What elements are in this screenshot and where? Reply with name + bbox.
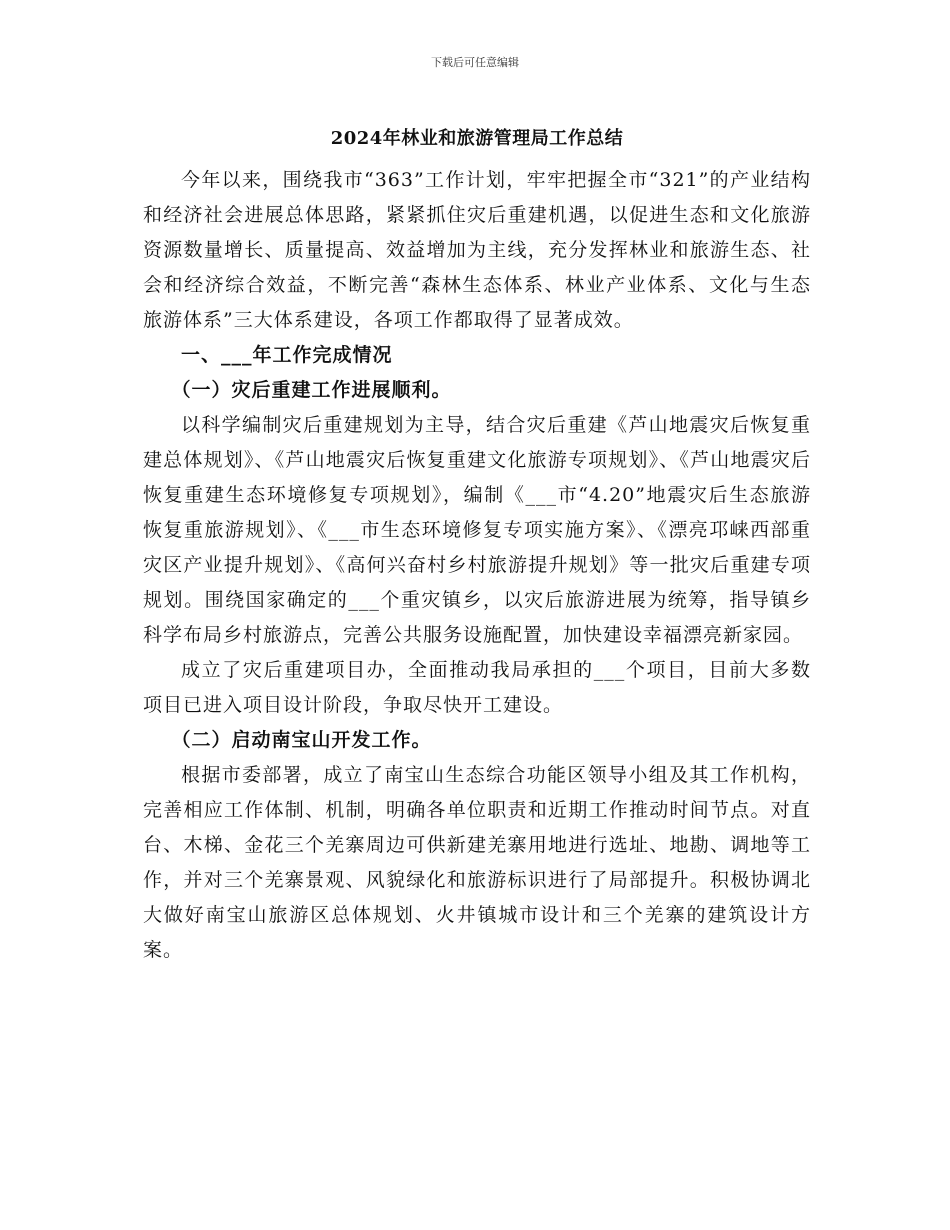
subsection-2-paragraph-1: 根据市委部署，成立了南宝山生态综合功能区领导小组及其工作机构，完善相应工作体制、机制，明确各单位职责和近期工作推动时间节点。对直台、木梯、金花三个羌寨周边可供新建羌寨用地进行选址、地勘、调地等工作，并对三个羌寨景观、风貌绿化和旅游标识进行了局部提升。积极协调北大做好南宝山旅游区总体规划、火井镇城市设计和三个羌寨的建筑设计方案。 [143,764,811,961]
header-note: 下载后可任意编辑 [431,56,519,69]
section-heading-1: 一、___年工作完成情况 [181,344,393,366]
document-title: 2024年林业和旅游管理局工作总结 [330,128,624,149]
intro-paragraph: 今年以来，围绕我市“363”工作计划，牢牢把握全市“321”的产业结构和经济社会进展总体思路，紧紧抓住灾后重建机遇，以促进生态和文化旅游资源数量增长、质量提高、效益增加为主线，充分发挥林业和旅游生态、社会和经济综合效益，不断完善“森林生态体系、林业产业体系、文化与生态旅游体系”三大体系建设，各项工作都取得了显著成效。 [143,169,811,331]
subsection-heading-1: （一）灾后重建工作进展顺利。 [171,379,452,401]
subsection-1-paragraph-2: 成立了灾后重建项目办，全面推动我局承担的___个项目，目前大多数项目已进入项目设计阶段，争取尽快开工建设。 [143,659,811,716]
document-body [143,126,811,968]
subsection-1-paragraph-1: 以科学编制灾后重建规划为主导，结合灾后重建《芦山地震灾后恢复重建总体规划》、《芦山地震灾后恢复重建文化旅游专项规划》、《芦山地震灾后恢复重建生态环境修复专项规划》，编制《___市“4.20”地震灾后生态旅游恢复重旅游规划》、《___市生态环境修复专项实施方案》、《漂亮邛崃西部重灾区产业提升规划》、《高何兴奋村乡村旅游提升规划》等一批灾后重建专项规划。围绕国家确定的___个重灾镇乡，以灾后旅游进展为统筹，指导镇乡科学布局乡村旅游点，完善公共服务设施配置，加快建设幸福漂亮新家园。 [143,414,811,646]
subsection-heading-2: （二）启动南宝山开发工作。 [171,729,432,751]
